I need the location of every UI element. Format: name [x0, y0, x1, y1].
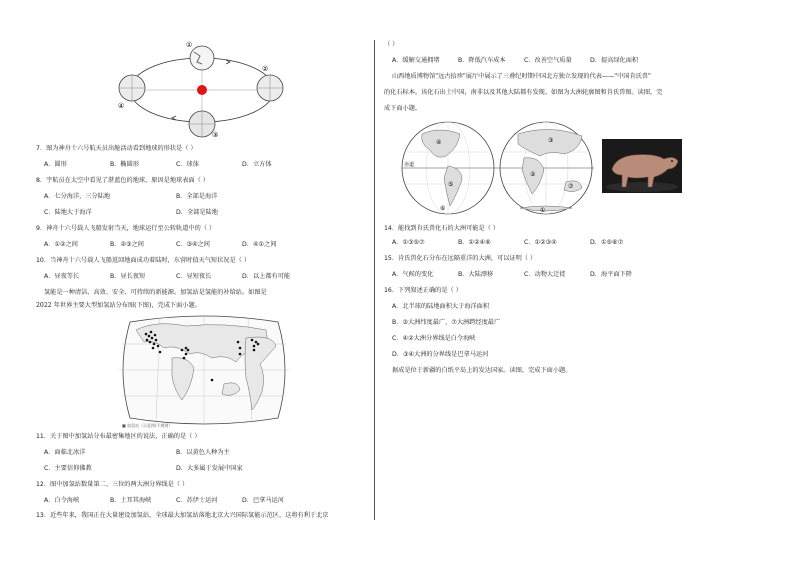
position-label-4: ④ — [118, 102, 125, 110]
question-13-cont: （ ） — [384, 41, 399, 48]
option-13a[interactable]: A．缓解交通拥堵 — [392, 57, 440, 64]
option-9a[interactable]: A．①②之间 — [44, 241, 78, 248]
option-12d[interactable]: D．巴拿马运河 — [242, 497, 284, 504]
option-7c[interactable]: C．球体 — [176, 161, 199, 168]
option-13d[interactable]: D．提高绿化面积 — [590, 57, 639, 64]
kannemeyeria-photo — [602, 139, 682, 193]
option-12b[interactable]: B．土耳其海峡 — [110, 497, 152, 504]
option-12c[interactable]: C．苏伊士运河 — [176, 497, 218, 504]
option-8d[interactable]: D．全部是陆地 — [176, 209, 218, 216]
option-11b[interactable]: B．以黄色人种为主 — [176, 449, 230, 456]
option-13c[interactable]: C．改善空气质量 — [524, 57, 572, 64]
intro-fossil-line3: 成下面小题。 — [384, 105, 422, 112]
earth-orbit-figure — [116, 38, 296, 138]
position-label-3: ③ — [212, 131, 219, 138]
question-11: 11．关于图中加氢站分布最密集地区的说法，正确的是（ ） — [36, 433, 201, 440]
position-label-1: ① — [186, 41, 193, 49]
option-9c[interactable]: C．③④之间 — [176, 241, 210, 248]
option-8b[interactable]: B．全部是海洋 — [176, 193, 218, 200]
option-7b[interactable]: B．椭圆形 — [110, 161, 139, 168]
intro-hydrogen-line2: 2022 年世界主要大型加氢站分布图(下图)，完成下面小题。 — [36, 302, 201, 309]
option-7d[interactable]: D．立方体 — [242, 161, 272, 168]
option-9d[interactable]: D．④①之间 — [242, 241, 277, 248]
question-13: 13．近些年来，我国正在大量建设加氢站，全球最大加氢站落地北京大兴国际氢能示范区，这将有利于北京 — [36, 512, 329, 519]
option-8a[interactable]: A．七分海洋，三分陆地 — [44, 193, 111, 200]
question-16: 16．下列叙述正确的是（ ） — [384, 287, 462, 294]
intro-fossil-line2: 的化石标本。该化石出土中国，南非以及其他大陆都有发现。如图为大洲轮廓图和肯氏兽图。读图，完 — [384, 89, 663, 96]
option-9b[interactable]: B．②③之间 — [110, 241, 144, 248]
continent-label-3: ③ — [548, 137, 554, 144]
intro-fossil-line1: 山西地质博物馆"远古拾珍"展厅中展示了三叠纪时期中国北方独立发现的代表——"中国肯氏兽" — [392, 73, 651, 80]
continent-label-4: ④ — [436, 139, 442, 146]
sun — [197, 85, 207, 95]
column-divider — [374, 40, 375, 520]
equator-label: 赤道 — [404, 162, 415, 168]
option-16d[interactable]: D．③④大洲的分界线是巴拿马运河 — [392, 351, 489, 358]
option-10c[interactable]: C．昼短夜长 — [176, 273, 212, 280]
question-7: 7．图为神舟十六号航天员出舱活动看到地球的形状是（ ） — [36, 145, 197, 152]
option-14d[interactable]: D．①⑤⑥⑦ — [590, 239, 624, 246]
option-16b[interactable]: B．③大洲纬度最广，⑦大洲跨经度最广 — [392, 319, 501, 326]
continents-hemisphere-map — [400, 120, 596, 216]
intro-hydrogen-line1: 氢能是一种清洁、高效、安全、可持续的新能源。加氢站是氢能的补给站。如图是 — [44, 289, 267, 296]
continent-label-2: ② — [530, 171, 536, 178]
continent-label-7: ⑦ — [568, 183, 574, 190]
option-10d[interactable]: D．以上都有可能 — [242, 273, 291, 280]
continent-label-5: ⑤ — [448, 181, 454, 188]
question-8: 8．宇航员在太空中看见了湛蓝色的地球，原因是地球表面（ ） — [36, 177, 209, 184]
option-14c[interactable]: C．①②③④ — [524, 239, 557, 246]
position-label-2: ② — [262, 65, 269, 73]
option-14b[interactable]: B．①②④⑥ — [458, 239, 491, 246]
earth-right — [257, 75, 283, 101]
continent-label-6: ⑥ — [440, 205, 446, 212]
question-15: 15．肯氏兽化石分布在远隔重洋的大洲，可以证明（ ） — [384, 255, 537, 262]
option-7a[interactable]: A．圆形 — [44, 161, 67, 168]
option-15b[interactable]: B．大陆漂移 — [458, 271, 494, 278]
option-15a[interactable]: A．气候的变化 — [392, 271, 434, 278]
question-14: 14．能找到肯氏兽化石的大洲可能是（ ） — [384, 225, 500, 232]
continent-label-1: ① — [540, 207, 546, 214]
option-14a[interactable]: A．①③⑤⑦ — [392, 239, 425, 246]
option-12a[interactable]: A．白令海峡 — [44, 497, 80, 504]
option-11a[interactable]: A．面临北冰洋 — [44, 449, 86, 456]
option-8c[interactable]: C．陆地大于海洋 — [44, 209, 92, 216]
option-11c[interactable]: C．主要信仰佛教 — [44, 465, 92, 472]
question-12: 12．图中加氢站数量第二、三位的两大洲分界线是（ ） — [36, 481, 189, 488]
option-16a[interactable]: A．北半球的陆地面积大于海洋面积 — [392, 303, 490, 310]
earth-top — [190, 46, 214, 70]
earth-left — [119, 75, 145, 101]
option-15c[interactable]: C．动物大迁徙 — [524, 271, 566, 278]
option-13b[interactable]: B．降低汽车成本 — [458, 57, 506, 64]
question-10: 10．当神舟十六号载人飞船返回地面成功着陆时，东营时值天气短状况是（ ） — [36, 257, 251, 264]
hydrogen-station-map — [116, 314, 292, 426]
option-16c[interactable]: C．④②大洲分界线是白令海峡 — [392, 335, 476, 342]
option-15d[interactable]: D．海平面下降 — [590, 271, 632, 278]
intro-next-section: 据成是位于新疆的白纸平岛上的发达国家。读图，完成下面小题。 — [392, 367, 572, 374]
option-11d[interactable]: D．大多属于发展中国家 — [176, 465, 243, 472]
option-10b[interactable]: B．昼长夜短 — [110, 273, 146, 280]
option-10a[interactable]: A．昼夜等长 — [44, 273, 80, 280]
map-caption: ■ 加氢站（示意图/不规则） — [122, 423, 173, 428]
question-9: 9．神舟十六号载人飞船发射当天，地球运行至公转轨道中的（ ） — [36, 225, 216, 232]
